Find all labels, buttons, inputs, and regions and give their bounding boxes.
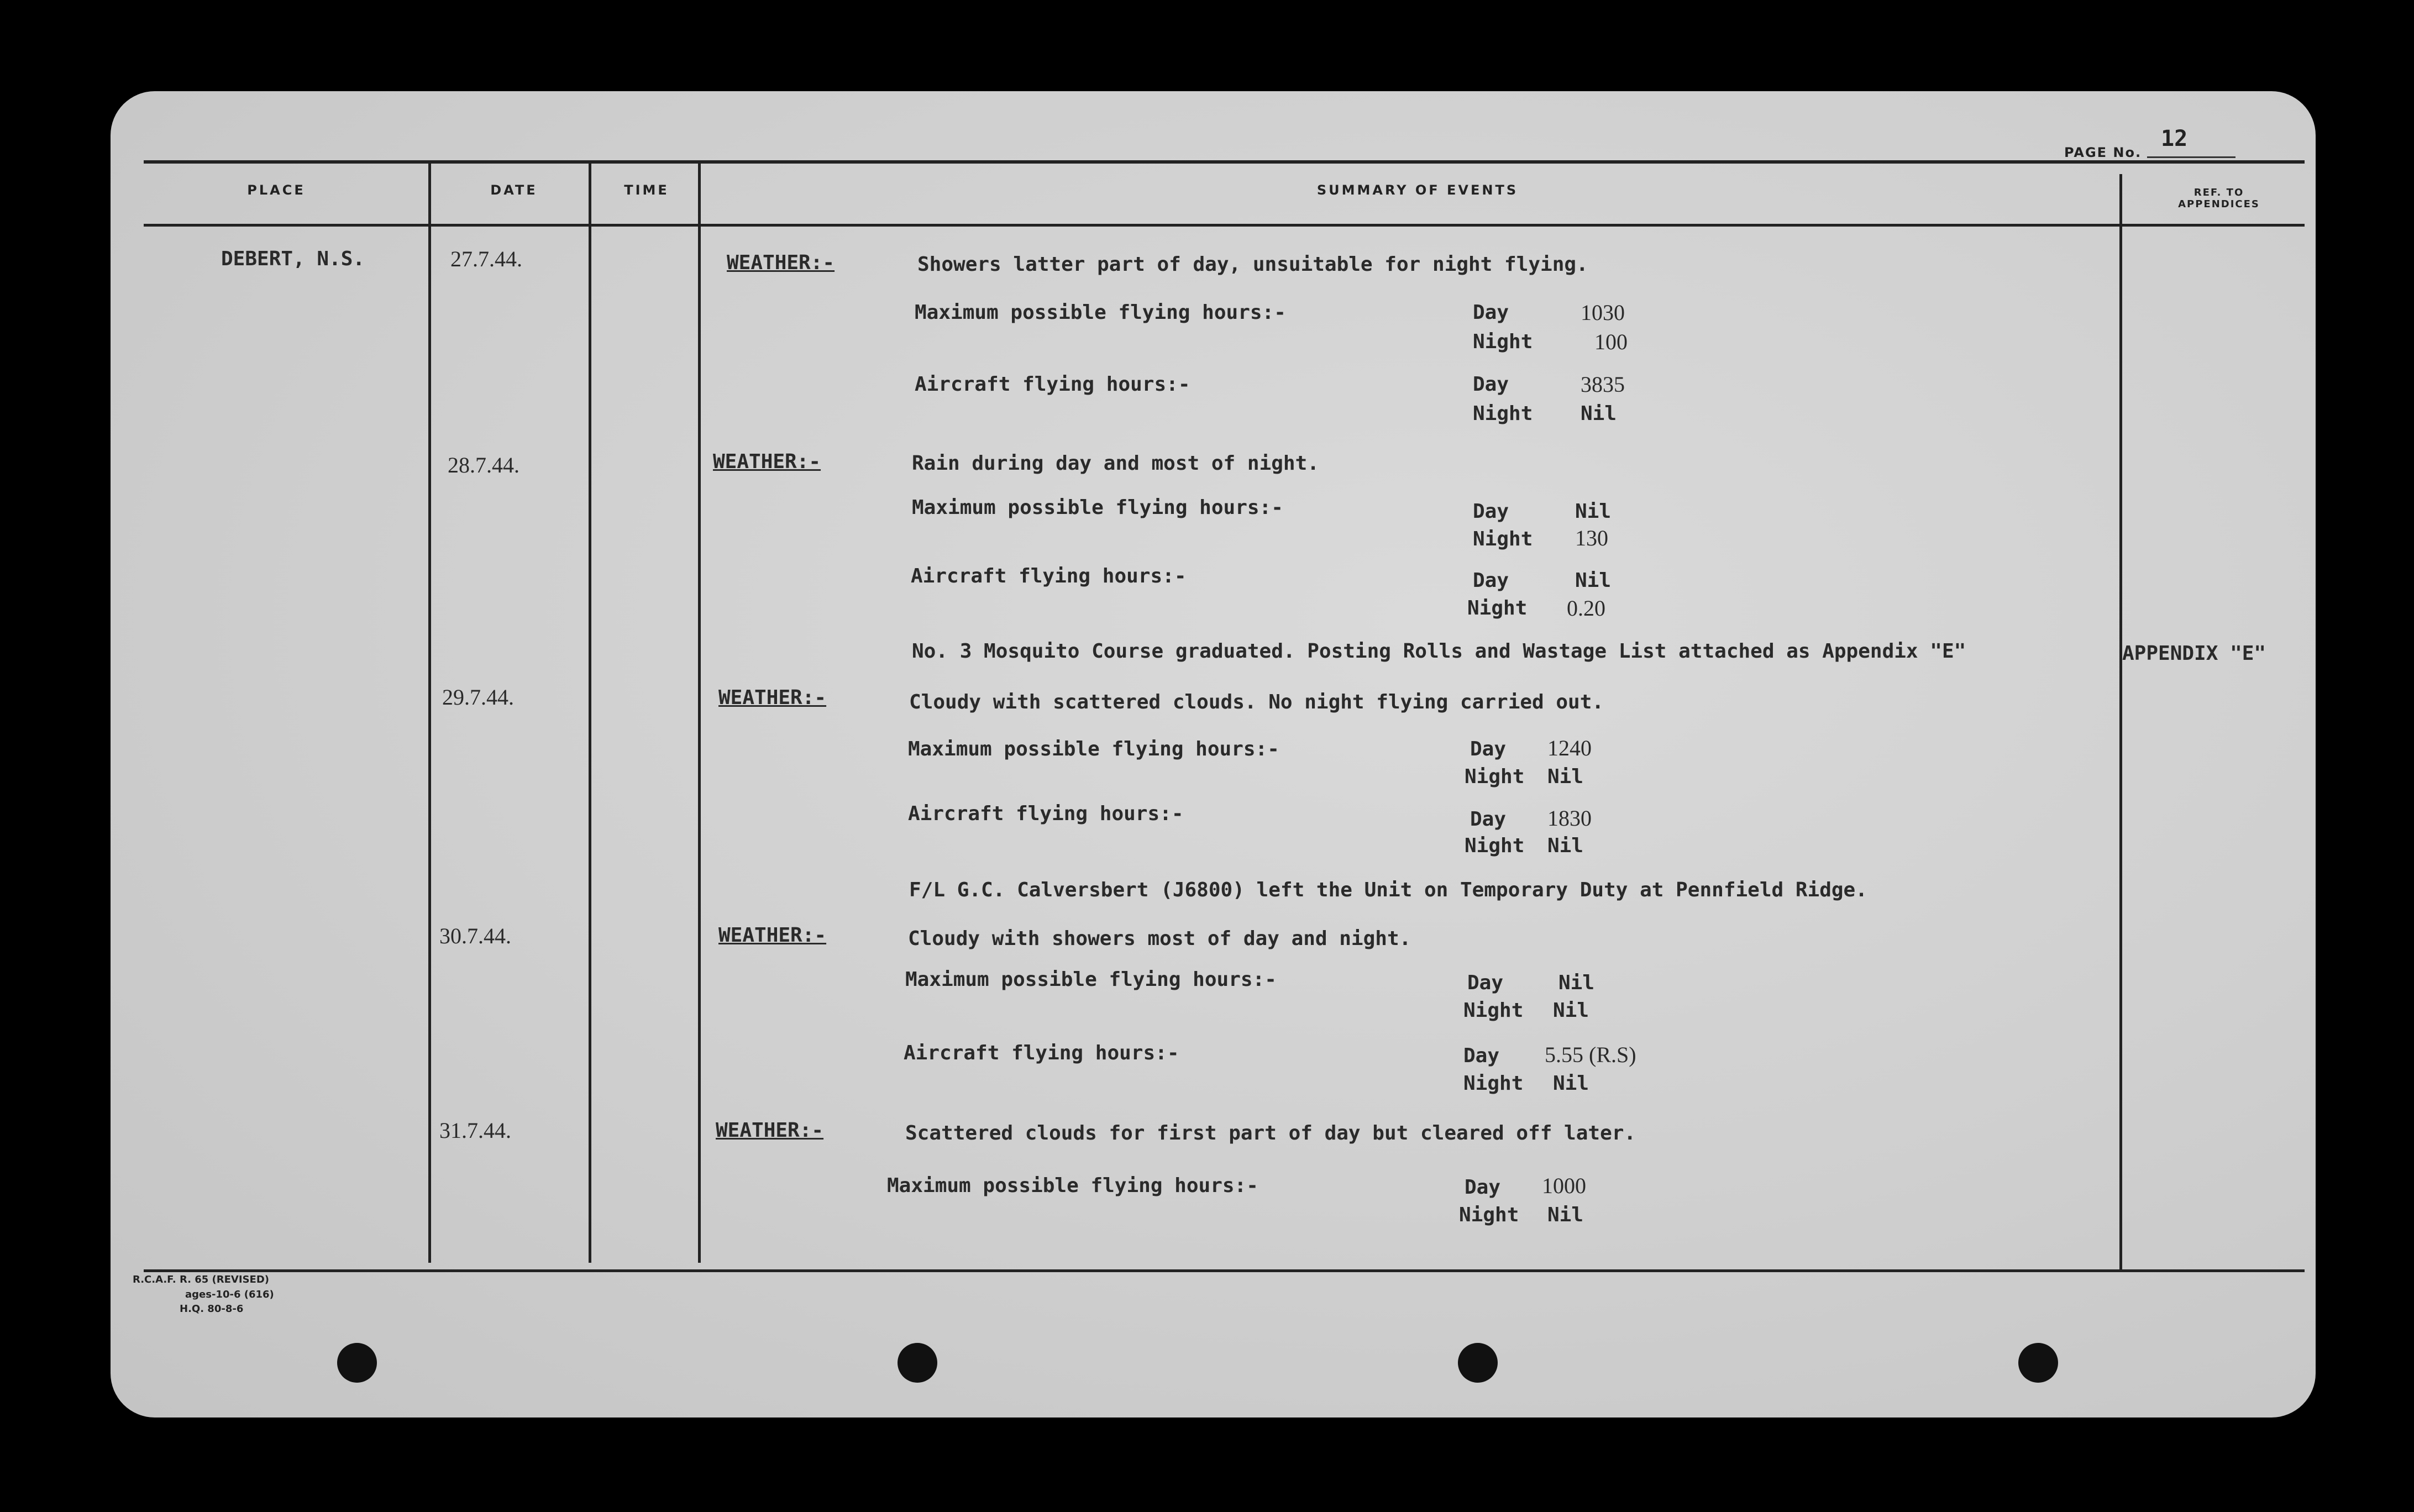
- aircraft-hours-label: Aircraft flying hours:-: [911, 565, 1187, 587]
- day-label: Day: [1473, 373, 1509, 396]
- max-hours-label: Maximum possible flying hours:-: [908, 738, 1279, 760]
- weather-label: WEATHER:-: [716, 1119, 824, 1142]
- night-label: Night: [1463, 999, 1524, 1022]
- night-label: Night: [1459, 1204, 1519, 1226]
- air-day-value: 1830: [1547, 806, 1592, 831]
- day-label: Day: [1463, 1044, 1500, 1067]
- weather-label: WEATHER:-: [727, 251, 835, 274]
- day-label: Day: [1473, 500, 1509, 523]
- header-summary: SUMMARY OF EVENTS: [1316, 182, 1519, 198]
- max-day-value: Nil: [1575, 500, 1612, 523]
- top-rule: [144, 160, 2305, 164]
- max-hours-label: Maximum possible flying hours:-: [905, 968, 1277, 991]
- night-label: Night: [1465, 834, 1525, 857]
- day-label: Day: [1470, 808, 1507, 831]
- binder-hole: [898, 1343, 937, 1383]
- col-divider-place: [428, 160, 431, 1263]
- aircraft-hours-label: Aircraft flying hours:-: [908, 802, 1184, 825]
- max-day-value: Nil: [1558, 972, 1595, 994]
- entry-date: 31.7.44.: [439, 1118, 511, 1143]
- header-ref: REF. TO APPENDICES: [2178, 187, 2260, 210]
- air-night-value: Nil: [1553, 1072, 1589, 1095]
- max-night-value: Nil: [1553, 999, 1589, 1022]
- night-label: Night: [1463, 1072, 1524, 1095]
- form-number-line2: ages-10-6 (616): [185, 1289, 274, 1300]
- note-text: F/L G.C. Calversbert (J6800) left the Unit on Temporary Duty at Pennfield Ridge.: [909, 879, 1867, 901]
- air-night-value: 0.20: [1567, 596, 1605, 621]
- weather-text: Cloudy with showers most of day and night.: [908, 927, 1411, 950]
- air-night-value: Nil: [1581, 402, 1617, 425]
- weather-label: WEATHER:-: [713, 450, 821, 473]
- col-divider-date: [589, 160, 591, 1263]
- bottom-rule: [144, 1269, 2305, 1272]
- air-day-value: 3835: [1581, 372, 1625, 397]
- max-hours-label: Maximum possible flying hours:-: [912, 496, 1283, 519]
- page-number-label: PAGE No.: [2064, 145, 2142, 160]
- day-label: Day: [1470, 738, 1507, 760]
- page-number: 12: [2161, 126, 2188, 151]
- form-number-line1: R.C.A.F. R. 65 (REVISED): [133, 1274, 269, 1285]
- entry-date: 28.7.44.: [448, 453, 519, 477]
- form-number-line3: H.Q. 80-8-6: [180, 1303, 244, 1315]
- day-label: Day: [1473, 569, 1509, 592]
- entry-date: 30.7.44.: [439, 923, 511, 948]
- night-label: Night: [1473, 528, 1533, 550]
- col-divider-time: [698, 160, 701, 1263]
- entry-date: 29.7.44.: [442, 685, 514, 710]
- weather-text: Showers latter part of day, unsuitable for night flying.: [917, 253, 1588, 276]
- header-time: TIME: [624, 182, 669, 198]
- aircraft-hours-label: Aircraft flying hours:-: [915, 373, 1190, 396]
- weather-text: Scattered clouds for first part of day but cleared off later.: [905, 1122, 1636, 1144]
- max-night-value: 100: [1594, 329, 1628, 354]
- day-label: Day: [1473, 301, 1509, 324]
- night-label: Night: [1467, 597, 1528, 620]
- place-text: DEBERT, N.S.: [221, 248, 365, 270]
- header-place: PLACE: [247, 182, 306, 198]
- max-day-value: 1240: [1547, 736, 1592, 760]
- header-rule: [144, 224, 2305, 227]
- night-label: Night: [1473, 402, 1533, 425]
- max-hours-label: Maximum possible flying hours:-: [887, 1174, 1258, 1197]
- air-day-value: Nil: [1575, 569, 1612, 592]
- binder-hole: [1458, 1343, 1498, 1383]
- weather-text: Cloudy with scattered clouds. No night flying carried out.: [909, 691, 1604, 713]
- max-night-value: Nil: [1547, 1204, 1584, 1226]
- appendix-ref: APPENDIX "E": [2122, 642, 2266, 665]
- page-number-underline: [2147, 156, 2235, 158]
- max-night-value: 130: [1575, 526, 1608, 550]
- weather-label: WEATHER:-: [718, 924, 827, 947]
- night-label: Night: [1473, 330, 1533, 353]
- max-day-value: 1000: [1542, 1173, 1586, 1198]
- binder-hole: [2018, 1343, 2058, 1383]
- air-night-value: Nil: [1547, 834, 1584, 857]
- binder-hole: [337, 1343, 377, 1383]
- day-label: Day: [1465, 1176, 1501, 1199]
- header-date: DATE: [490, 182, 538, 198]
- entry-date: 27.7.44.: [450, 246, 522, 271]
- max-hours-label: Maximum possible flying hours:-: [915, 301, 1286, 324]
- day-label: Day: [1467, 972, 1504, 994]
- max-night-value: Nil: [1547, 765, 1584, 788]
- air-day-value: 5.55 (R.S): [1545, 1042, 1636, 1067]
- weather-text: Rain during day and most of night.: [912, 452, 1319, 475]
- col-divider-summary: [2119, 174, 2122, 1271]
- weather-label: WEATHER:-: [718, 686, 827, 709]
- night-label: Night: [1465, 765, 1525, 788]
- note-text: No. 3 Mosquito Course graduated. Posting Rolls and Wastage List attached as Appendix "E": [912, 640, 1966, 663]
- max-day-value: 1030: [1581, 300, 1625, 325]
- aircraft-hours-label: Aircraft flying hours:-: [904, 1042, 1179, 1064]
